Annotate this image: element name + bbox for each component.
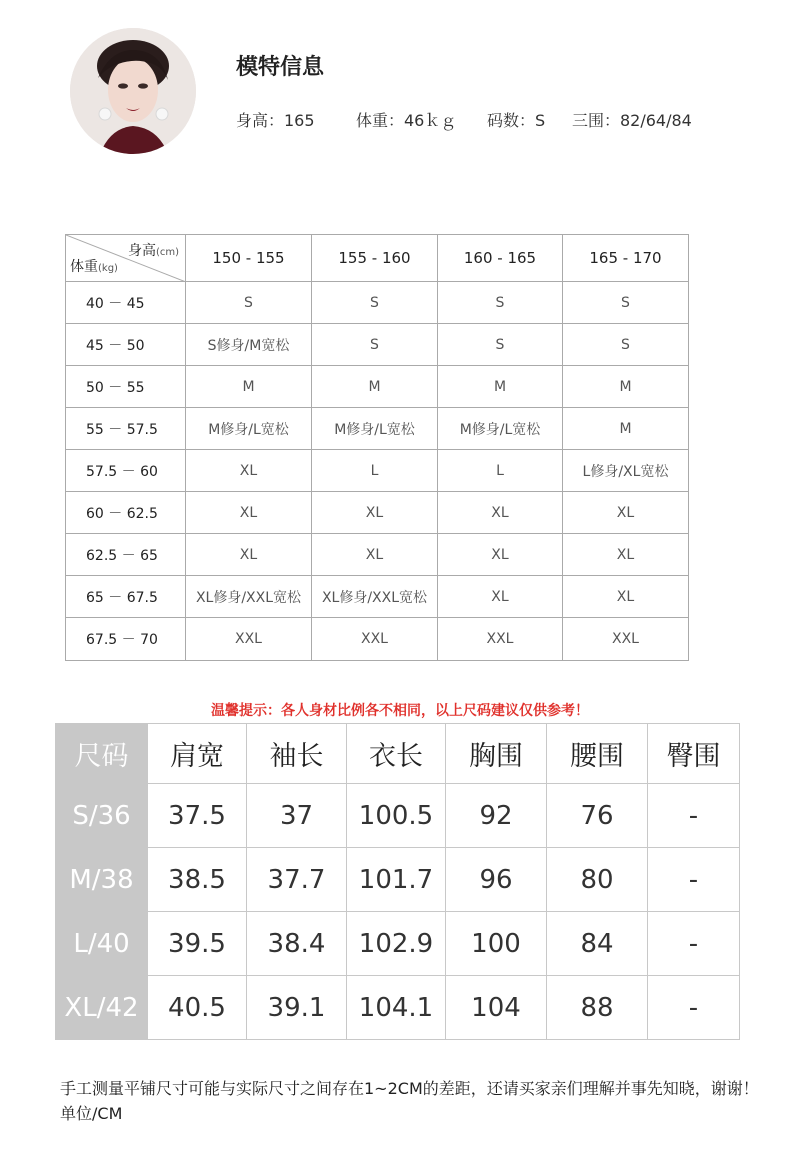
weight-range-cell: 62.5 － 65 [66, 534, 186, 576]
measurement-cell: - [648, 784, 740, 848]
size-cell: M修身/L宽松 [186, 408, 312, 450]
measurement-disclaimer: 手工测量平铺尺寸可能与实际尺寸之间存在1~2CM的差距，还请买家亲们理解并事先知晓，谢谢！单位/CM [60, 1079, 759, 1123]
size-cell: S [438, 324, 563, 366]
measurement-row [56, 976, 740, 1040]
weight-range-cell: 60 － 62.5 [66, 492, 186, 534]
bust-header: 胸围 [446, 724, 547, 784]
model-info-section [0, 0, 800, 210]
weight-range-cell: 57.5 － 60 [66, 450, 186, 492]
measurement-cell: 76 [547, 784, 648, 848]
size-cell: M [186, 366, 312, 408]
measurement-cell: 39.5 [148, 912, 247, 976]
height-range-header: 150 - 155 [186, 235, 312, 282]
size-cell: S修身/M宽松 [186, 324, 312, 366]
model-size: 码数：S [487, 111, 546, 130]
measurement-cell: - [648, 848, 740, 912]
size-cell: XL [186, 492, 312, 534]
size-cell: XL [312, 492, 438, 534]
height-range-header: 165 - 170 [563, 235, 689, 282]
size-table-corner-cell [66, 235, 186, 282]
weight-label: 体重 [70, 259, 98, 275]
size-table-row [66, 366, 689, 408]
sleeve-length-header: 袖长 [247, 724, 347, 784]
size-cell: XL [563, 492, 689, 534]
garment-length-header: 衣长 [347, 724, 446, 784]
weight-range-cell: 40 － 45 [66, 282, 186, 324]
measurement-cell: 80 [547, 848, 648, 912]
weight-range-cell: 45 － 50 [66, 324, 186, 366]
weight-range-cell: 55 － 57.5 [66, 408, 186, 450]
model-measurements: 三围：82/64/84 [572, 111, 692, 130]
size-cell: S [563, 324, 689, 366]
measurement-cell: 39.1 [247, 976, 347, 1040]
size-cell: M [438, 366, 563, 408]
size-recommendation-table [65, 234, 689, 661]
weight-range-cell: 67.5 － 70 [66, 618, 186, 661]
model-info-title: 模特信息 [236, 55, 325, 80]
size-cell: S [312, 282, 438, 324]
size-table-header-row [66, 235, 689, 282]
size-cell: XL修身/XXL宽松 [312, 576, 438, 618]
size-table-row [66, 576, 689, 618]
measurement-cell: 38.5 [148, 848, 247, 912]
size-table-row [66, 618, 689, 661]
size-cell: XL [563, 576, 689, 618]
size-table-row [66, 450, 689, 492]
size-cell: XL [186, 534, 312, 576]
measurement-row [56, 912, 740, 976]
size-cell: XL [312, 534, 438, 576]
model-weight: 体重：46ｋｇ [356, 111, 457, 130]
size-cell: XL [563, 534, 689, 576]
measurement-cell: 37.5 [148, 784, 247, 848]
size-cell: XXL [312, 618, 438, 661]
weight-axis-label [70, 256, 118, 276]
measurement-cell: 92 [446, 784, 547, 848]
size-cell: M修身/L宽松 [438, 408, 563, 450]
size-label-cell: M/38 [56, 848, 148, 912]
measurement-row [56, 848, 740, 912]
weight-range-cell: 50 － 55 [66, 366, 186, 408]
size-label-cell: S/36 [56, 784, 148, 848]
size-cell: XL [438, 492, 563, 534]
garment-measurement-table [55, 723, 740, 1040]
measurement-cell: 104 [446, 976, 547, 1040]
measurement-cell: - [648, 912, 740, 976]
shoulder-width-header: 肩宽 [148, 724, 247, 784]
measurement-cell: 102.9 [347, 912, 446, 976]
height-unit: (cm) [155, 247, 179, 258]
measurement-cell: 37 [247, 784, 347, 848]
size-cell: XL [438, 576, 563, 618]
measurement-cell: 84 [547, 912, 648, 976]
model-height: 身高：165 [236, 111, 315, 130]
measurement-cell: 100.5 [347, 784, 446, 848]
height-range-header: 160 - 165 [438, 235, 563, 282]
size-tip-warning: 温馨提示：各人身材比例各不相同，以上尺码建议仅供参考！ [211, 703, 589, 719]
size-cell: L [312, 450, 438, 492]
size-table-row [66, 534, 689, 576]
size-label-cell: XL/42 [56, 976, 148, 1040]
measurement-cell: - [648, 976, 740, 1040]
size-cell: XXL [186, 618, 312, 661]
size-table-row [66, 492, 689, 534]
size-cell: XL [438, 534, 563, 576]
weight-unit: (kg) [98, 263, 118, 274]
measurement-cell: 101.7 [347, 848, 446, 912]
height-range-header: 155 - 160 [312, 235, 438, 282]
size-cell: M [312, 366, 438, 408]
measurement-header-row [56, 724, 740, 784]
height-label: 身高 [127, 243, 156, 259]
height-axis-label [128, 240, 179, 260]
measurement-row [56, 784, 740, 848]
size-cell: L修身/XL宽松 [563, 450, 689, 492]
size-cell: S [438, 282, 563, 324]
size-cell: S [563, 282, 689, 324]
measurement-cell: 96 [446, 848, 547, 912]
size-cell: L [438, 450, 563, 492]
size-cell: S [186, 282, 312, 324]
measurement-cell: 100 [446, 912, 547, 976]
measurement-cell: 88 [547, 976, 648, 1040]
size-column-header: 尺码 [56, 724, 148, 784]
size-table-row [66, 324, 689, 366]
size-cell: XL修身/XXL宽松 [186, 576, 312, 618]
size-table-row [66, 408, 689, 450]
size-table-row [66, 282, 689, 324]
size-cell: S [312, 324, 438, 366]
size-label-cell: L/40 [56, 912, 148, 976]
measurement-cell: 38.4 [247, 912, 347, 976]
size-cell: M修身/L宽松 [312, 408, 438, 450]
hip-header: 臀围 [648, 724, 740, 784]
size-cell: XL [186, 450, 312, 492]
size-cell: XXL [438, 618, 563, 661]
size-cell: XXL [563, 618, 689, 661]
weight-range-cell: 65 － 67.5 [66, 576, 186, 618]
size-cell: M [563, 408, 689, 450]
model-avatar [70, 28, 196, 154]
model-portrait-image [70, 28, 196, 154]
waist-header: 腰围 [547, 724, 648, 784]
measurement-cell: 104.1 [347, 976, 446, 1040]
size-cell: M [563, 366, 689, 408]
measurement-cell: 40.5 [148, 976, 247, 1040]
measurement-cell: 37.7 [247, 848, 347, 912]
